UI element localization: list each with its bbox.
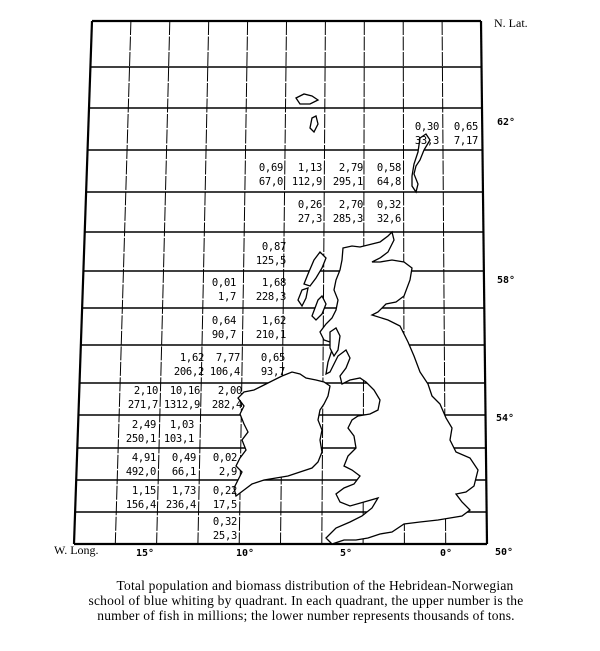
biomass-thousand-tons: 25,3 [212,530,237,542]
quadrant-cell [118,484,156,512]
fish-count-millions: 1,03 [169,419,194,431]
quadrant-cell [244,276,286,304]
quadrant-cell [204,276,236,304]
quadrant-cell [363,198,401,226]
fish-count-millions: 2,79 [338,162,363,174]
lat-axis-label: N. Lat. [494,16,528,30]
fish-count-millions: 1,15 [131,485,156,497]
fish-count-millions: 0,65 [453,121,478,133]
long-tick-label: 0° [440,548,453,559]
biomass-thousand-tons: 271,7 [127,399,158,411]
fish-count-millions: 7,77 [215,352,240,364]
quadrant-cell [201,484,237,512]
biomass-thousand-tons: 210,1 [255,329,286,341]
quadrant-cell [243,351,285,379]
quadrant-cell [440,120,478,148]
caption-line-2: school of blue whiting by quadrant. In each quadrant, the upper number is the [88,593,524,608]
fish-count-millions: 0,65 [260,352,285,364]
fish-count-millions: 1,68 [261,277,286,289]
quadrant-cell [118,451,156,479]
biomass-thousand-tons: 285,3 [332,213,363,225]
lat-tick-label: 62° [497,117,516,128]
fish-count-millions: 2,70 [338,199,363,211]
long-tick-label: 15° [136,548,155,559]
fish-count-millions: 2,49 [131,419,156,431]
fish-count-millions: 10,16 [169,385,200,397]
biomass-thousand-tons: 2,9 [218,466,237,478]
quadrant-cell [323,198,363,226]
biomass-thousand-tons: 32,6 [376,213,401,225]
fish-count-millions: 0,69 [258,162,283,174]
biomass-thousand-tons: 236,4 [165,499,196,511]
quadrant-cell [201,451,237,479]
caption-line-3: number of fish in millions; the lower number represents thousands of tons. [97,608,515,623]
fish-count-millions: 0,26 [297,199,322,211]
biomass-thousand-tons: 106,4 [209,366,240,378]
biomass-thousand-tons: 17,5 [212,499,237,511]
quadrant-cell [158,418,194,446]
biomass-thousand-tons: 282,4 [211,399,242,411]
fish-count-millions: 0,02 [212,452,237,464]
biomass-thousand-tons: 295,1 [332,176,363,188]
biomass-thousand-tons: 492,0 [125,466,156,478]
biomass-thousand-tons: 93,7 [260,366,285,378]
quadrant-cell [204,314,236,342]
fish-count-millions: 1,62 [261,315,286,327]
biomass-thousand-tons: 1312,9 [163,399,200,411]
fish-count-millions: 0,58 [376,162,401,174]
long-tick-label: 10° [236,548,255,559]
quadrant-cell [284,161,322,189]
biomass-thousand-tons: 7,17 [453,135,478,147]
fish-count-millions: 0,49 [171,452,196,464]
fish-count-millions: 0,32 [212,516,237,528]
quadrant-cell [203,351,240,379]
biomass-thousand-tons: 206,2 [173,366,204,378]
lat-tick-label: 54° [496,413,515,424]
fish-count-millions: 0,01 [211,277,236,289]
quadrant-cell [245,161,283,189]
biomass-thousand-tons: 1,7 [217,291,236,303]
biomass-thousand-tons: 250,1 [125,433,156,445]
biomass-thousand-tons: 125,5 [255,255,286,267]
quadrant-cell [158,384,200,412]
biomass-thousand-tons: 66,1 [171,466,196,478]
quadrant-cell [118,418,156,446]
fish-count-millions: 0,22 [212,485,237,497]
biomass-thousand-tons: 67,0 [258,176,283,188]
quadrant-cell [158,451,196,479]
biomass-thousand-tons: 27,3 [297,213,322,225]
quadrant-cell [158,484,196,512]
quadrant-cell [244,240,286,268]
quadrant-cell [164,351,204,379]
fish-count-millions: 1,62 [179,352,204,364]
quadrant-cell [401,120,439,148]
long-axis-label: W. Long. [54,543,99,557]
quadrant-cell [284,198,322,226]
caption-line-1: Total population and biomass distribution of the Hebridean-Norwegian [116,578,514,593]
biomass-thousand-tons: 33,3 [414,135,439,147]
biomass-thousand-tons: 90,7 [211,329,236,341]
fish-count-millions: 0,32 [376,199,401,211]
fish-count-millions: 1,73 [171,485,196,497]
long-tick-label: 5° [340,548,353,559]
lat-tick-label: 58° [497,275,516,286]
quadrant-cell [118,384,158,412]
biomass-thousand-tons: 64,8 [376,176,401,188]
lat-tick-label: 50° [495,547,514,558]
quadrant-cell [323,161,363,189]
fish-count-millions: 2,10 [133,385,158,397]
fish-count-millions: 1,13 [297,162,322,174]
quadrant-cell [244,314,286,342]
quadrant-cell [202,384,242,412]
biomass-thousand-tons: 103,1 [163,433,194,445]
fish-count-millions: 0,64 [211,315,236,327]
quadrant-cell [363,161,401,189]
biomass-thousand-tons: 156,4 [125,499,156,511]
biomass-thousand-tons: 112,9 [291,176,322,188]
fish-count-millions: 0,87 [261,241,286,253]
quadrant-cell [201,515,237,543]
figure-caption [20,578,592,623]
fish-count-millions: 2,00 [217,385,242,397]
fish-count-millions: 0,30 [414,121,439,133]
fish-count-millions: 4,91 [131,452,156,464]
biomass-thousand-tons: 228,3 [255,291,286,303]
